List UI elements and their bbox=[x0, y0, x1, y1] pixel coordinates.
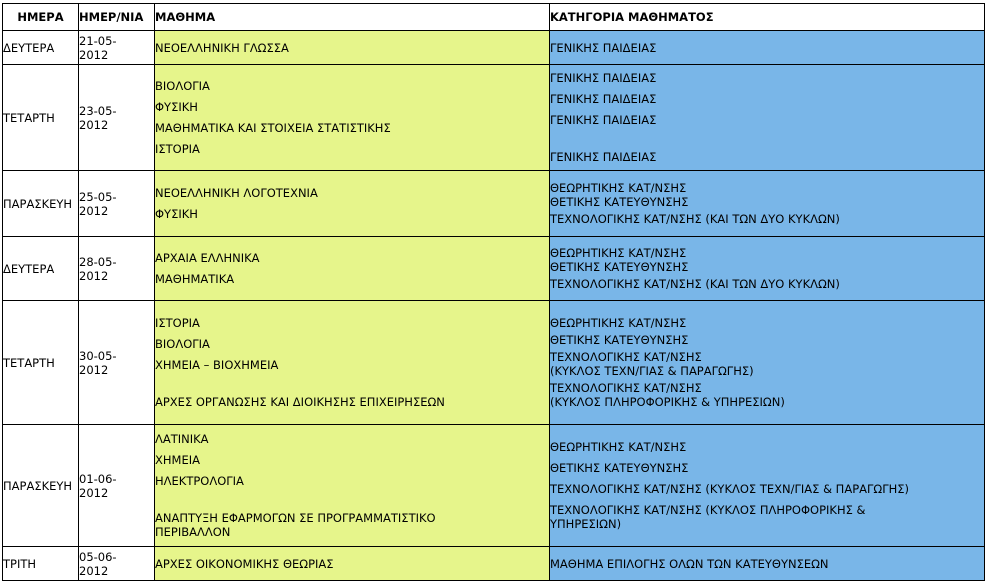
date-cell: 25-05- 2012 bbox=[79, 171, 155, 237]
category-item: ΓΕΝΙΚΗΣ ΠΑΙΔΕΙΑΣ bbox=[550, 92, 657, 106]
day-cell: ΠΑΡΑΣΚΕΥΗ bbox=[3, 171, 79, 237]
date-cell: 21-05- 2012 bbox=[79, 31, 155, 65]
category-item: ΘΕΤΙΚΗΣ ΚΑΤΕΥΘΥΝΣΗΣ bbox=[550, 461, 689, 475]
header-subject: ΜΑΘΗΜΑ bbox=[155, 4, 550, 31]
subject-item: ΒΙΟΛΟΓΙΑ bbox=[155, 337, 210, 351]
category-item: ΘΕΩΡΗΤΙΚΗΣ ΚΑΤ/ΝΣΗΣ bbox=[550, 316, 687, 330]
date-cell: 28-05- 2012 bbox=[79, 237, 155, 301]
subject-item: ΧΗΜΕΙΑ – ΒΙΟΧΗΜΕΙΑ bbox=[155, 358, 279, 372]
subject-item: ΑΡΧΕΣ ΟΙΚΟΝΟΜΙΚΗΣ ΘΕΩΡΙΑΣ bbox=[155, 556, 334, 571]
subject-item: ΙΣΤΟΡΙΑ bbox=[155, 316, 200, 330]
day-cell: ΔΕΥΤΕΡΑ bbox=[3, 237, 79, 301]
category-cell bbox=[550, 31, 985, 65]
day-cell: ΤΕΤΑΡΤΗ bbox=[3, 65, 79, 171]
day-cell: ΤΕΤΑΡΤΗ bbox=[3, 301, 79, 425]
category-cell bbox=[550, 547, 985, 581]
subject-item: ΗΛΕΚΤΡΟΛΟΓΙΑ bbox=[155, 474, 244, 488]
exam-schedule-table bbox=[2, 3, 985, 581]
category-item: ΘΕΤΙΚΗΣ ΚΑΤΕΥΘΥΝΣΗΣ bbox=[550, 333, 689, 347]
date-cell: 23-05- 2012 bbox=[79, 65, 155, 171]
schedule-row bbox=[3, 547, 985, 581]
category-item: ΓΕΝΙΚΗΣ ΠΑΙΔΕΙΑΣ bbox=[550, 113, 657, 127]
schedule-row bbox=[3, 65, 985, 171]
subject-cell bbox=[155, 425, 550, 547]
category-item: ΓΕΝΙΚΗΣ ΠΑΙΔΕΙΑΣ bbox=[550, 71, 657, 85]
subject-item: ΜΑΘΗΜΑΤΙΚΑ bbox=[155, 272, 235, 286]
subject-item: ΑΡΧΑΙΑ ΕΛΛΗΝΙΚΑ bbox=[155, 251, 260, 265]
subject-cell bbox=[155, 547, 550, 581]
category-cell bbox=[550, 425, 985, 547]
schedule-row bbox=[3, 301, 985, 425]
subject-item: ΝΕΟΕΛΛΗΝΙΚΗ ΛΟΓΟΤΕΧΝΙΑ bbox=[155, 186, 318, 200]
category-cell bbox=[550, 237, 985, 301]
subject-item: ΛΑΤΙΝΙΚΑ bbox=[155, 432, 209, 446]
subject-item: ΑΝΑΠΤΥΞΗ ΕΦΑΡΜΟΓΩΝ ΣΕ ΠΡΟΓΡΑΜΜΑΤΙΣΤΙΚΟ ΠΕΡΙΒΑΛΛΟΝ bbox=[155, 511, 436, 539]
date-cell: 30-05- 2012 bbox=[79, 301, 155, 425]
category-item: ΘΕΤΙΚΗΣ ΚΑΤΕΥΘΥΝΣΗΣ bbox=[550, 260, 689, 274]
day-cell: ΔΕΥΤΕΡΑ bbox=[3, 31, 79, 65]
header-day: ΗΜΕΡΑ bbox=[3, 4, 79, 31]
category-item: ΓΕΝΙΚΗΣ ΠΑΙΔΕΙΑΣ bbox=[550, 40, 657, 55]
header-row bbox=[3, 4, 985, 31]
category-item: ΘΕΩΡΗΤΙΚΗΣ ΚΑΤ/ΝΣΗΣ bbox=[550, 181, 687, 195]
category-item: ΤΕΧΝΟΛΟΓΙΚΗΣ ΚΑΤ/ΝΣΗΣ (ΚΥΚΛΟΣ ΠΛΗΡΟΦΟΡΙΚΗΣ & ΥΠΗΡΕΣΙΩΝ) bbox=[550, 503, 866, 531]
subject-item: ΧΗΜΕΙΑ bbox=[155, 453, 200, 467]
header-date: ΗΜΕΡ/ΝΙΑ bbox=[79, 4, 155, 31]
date-cell: 01-06- 2012 bbox=[79, 425, 155, 547]
category-item: ΤΕΧΝΟΛΟΓΙΚΗΣ ΚΑΤ/ΝΣΗΣ (ΚΥΚΛΟΣ ΤΕΧΝ/ΓΙΑΣ & ΠΑΡΑΓΩΓΗΣ) bbox=[550, 350, 754, 378]
subject-item: ΦΥΣΙΚΗ bbox=[155, 207, 198, 221]
day-cell: ΤΡΙΤΗ bbox=[3, 547, 79, 581]
subject-item: ΒΙΟΛΟΓΙΑ bbox=[155, 79, 210, 93]
subject-item: ΝΕΟΕΛΛΗΝΙΚΗ ΓΛΩΣΣΑ bbox=[155, 40, 289, 55]
category-item: ΤΕΧΝΟΛΟΓΙΚΗΣ ΚΑΤ/ΝΣΗΣ (ΚΑΙ ΤΩΝ ΔΥΟ ΚΥΚΛΩΝ) bbox=[550, 212, 840, 226]
category-item: ΤΕΧΝΟΛΟΓΙΚΗΣ ΚΑΤ/ΝΣΗΣ (ΚΥΚΛΟΣ ΠΛΗΡΟΦΟΡΙΚΗΣ & ΥΠΗΡΕΣΙΩΝ) bbox=[550, 381, 785, 409]
subject-item: ΦΥΣΙΚΗ bbox=[155, 100, 198, 114]
subject-item: ΜΑΘΗΜΑΤΙΚΑ ΚΑΙ ΣΤΟΙΧΕΙΑ ΣΤΑΤΙΣΤΙΚΗΣ bbox=[155, 121, 391, 135]
category-item: ΘΕΩΡΗΤΙΚΗΣ ΚΑΤ/ΝΣΗΣ bbox=[550, 246, 687, 260]
subject-cell bbox=[155, 301, 550, 425]
schedule-row bbox=[3, 171, 985, 237]
category-cell bbox=[550, 65, 985, 171]
schedule-row bbox=[3, 31, 985, 65]
subject-cell bbox=[155, 171, 550, 237]
category-item: ΜΑΘΗΜΑ ΕΠΙΛΟΓΗΣ ΟΛΩΝ ΤΩΝ ΚΑΤΕΥΘΥΝΣΕΩΝ bbox=[550, 556, 829, 571]
schedule-row bbox=[3, 237, 985, 301]
subject-cell bbox=[155, 237, 550, 301]
schedule-row bbox=[3, 425, 985, 547]
category-item: ΤΕΧΝΟΛΟΓΙΚΗΣ ΚΑΤ/ΝΣΗΣ (ΚΥΚΛΟΣ ΤΕΧΝ/ΓΙΑΣ & ΠΑΡΑΓΩΓΗΣ) bbox=[550, 482, 910, 496]
category-item: ΘΕΩΡΗΤΙΚΗΣ ΚΑΤ/ΝΣΗΣ bbox=[550, 440, 687, 454]
date-cell: 05-06- 2012 bbox=[79, 547, 155, 581]
subject-item: ΑΡΧΕΣ ΟΡΓΑΝΩΣΗΣ ΚΑΙ ΔΙΟΙΚΗΣΗΣ ΕΠΙΧΕΙΡΗΣΕΩΝ bbox=[155, 395, 445, 409]
category-item: ΘΕΤΙΚΗΣ ΚΑΤΕΥΘΥΝΣΗΣ bbox=[550, 195, 689, 209]
day-cell: ΠΑΡΑΣΚΕΥΗ bbox=[3, 425, 79, 547]
category-cell bbox=[550, 171, 985, 237]
subject-item: ΙΣΤΟΡΙΑ bbox=[155, 142, 200, 156]
header-category: ΚΑΤΗΓΟΡΙΑ ΜΑΘΗΜΑΤΟΣ bbox=[550, 4, 985, 31]
subject-cell bbox=[155, 65, 550, 171]
subject-cell bbox=[155, 31, 550, 65]
schedule-body bbox=[3, 31, 985, 581]
category-cell bbox=[550, 301, 985, 425]
category-item: ΓΕΝΙΚΗΣ ΠΑΙΔΕΙΑΣ bbox=[550, 150, 657, 164]
category-item: ΤΕΧΝΟΛΟΓΙΚΗΣ ΚΑΤ/ΝΣΗΣ (ΚΑΙ ΤΩΝ ΔΥΟ ΚΥΚΛΩΝ) bbox=[550, 277, 840, 291]
